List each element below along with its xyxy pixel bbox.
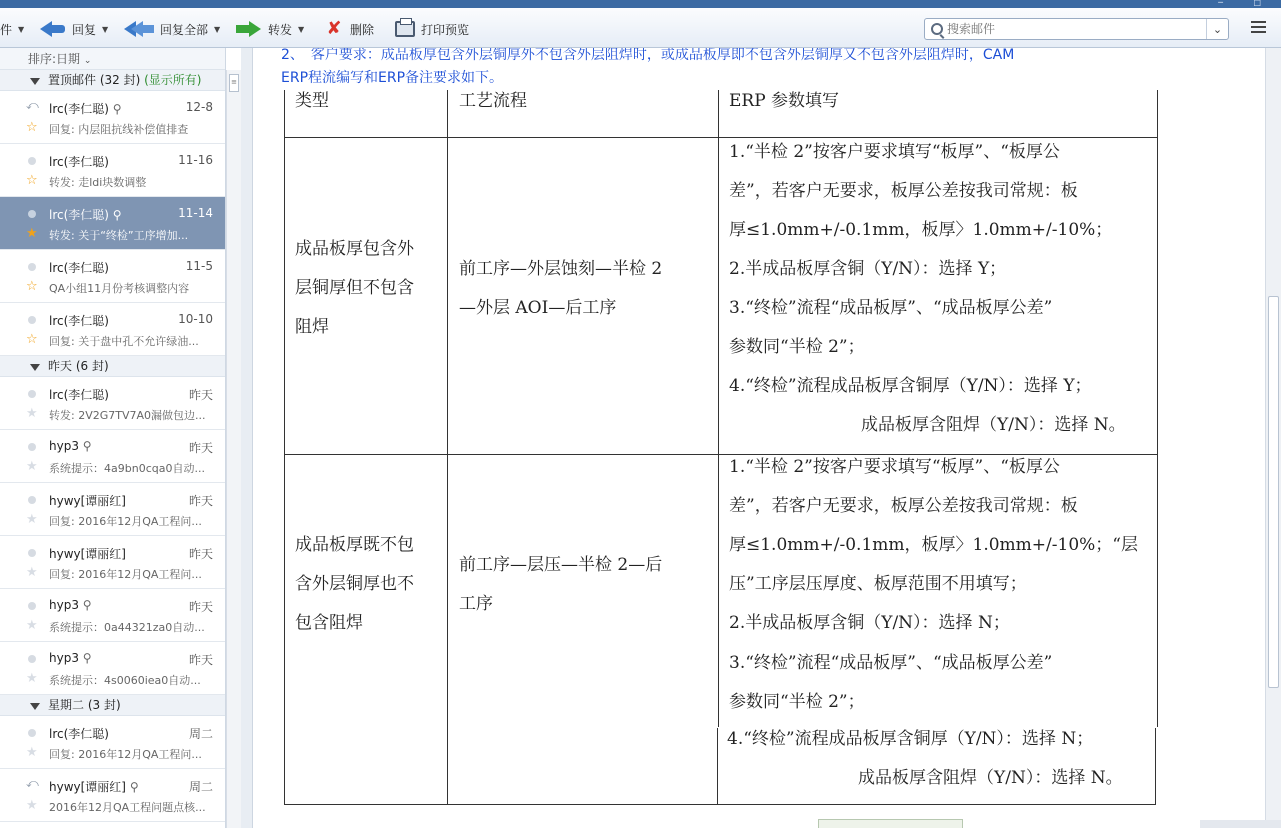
window-controls[interactable]: ─ □ <box>1218 0 1275 7</box>
sort-label: 排序:日期 <box>28 52 81 66</box>
search-box <box>924 18 1229 40</box>
star-icon[interactable]: ☆ <box>26 173 38 188</box>
mail-item[interactable] <box>0 483 225 536</box>
mail-subject: 转发: 关于“终检”工序增加... <box>49 229 189 242</box>
table-col-divider-2b <box>717 728 718 805</box>
mail-subject: 回复: 2016年12月QA工程问... <box>49 568 202 581</box>
group-header-tuesday[interactable] <box>0 695 225 716</box>
pane-divider[interactable] <box>241 48 253 828</box>
group-label: 昨天 (6 封) <box>48 359 109 373</box>
read-status-icon <box>28 316 36 324</box>
mail-item[interactable] <box>0 91 225 144</box>
floating-edit-toolbar[interactable] <box>818 819 963 828</box>
read-status-icon <box>28 602 36 610</box>
attachment-icon: ⚲ <box>129 780 139 794</box>
mail-from: hywy[谭丽红] <box>49 547 126 561</box>
row2-type-line: 包含阻焊 <box>295 613 363 633</box>
mail-item[interactable] <box>0 303 225 356</box>
read-status-icon <box>28 390 36 398</box>
search-input[interactable] <box>947 22 1206 36</box>
row2-type-line: 含外层铜厚也不 <box>295 574 414 594</box>
printer-icon <box>395 21 415 37</box>
star-icon[interactable]: ★ <box>26 798 38 813</box>
group-header-pinned[interactable] <box>0 70 225 91</box>
row1-erp-line: 参数同“半检 2”； <box>729 337 865 357</box>
mail-date: 昨天 <box>188 600 213 614</box>
star-icon[interactable]: ☆ <box>26 120 38 135</box>
attachment-icon: ⚲ <box>82 439 92 453</box>
row2-erp-line: 压”工序层压厚度、板厚范围不用填写； <box>729 574 1027 594</box>
read-status-icon <box>28 729 36 737</box>
mail-from: lrc(李仁聪) <box>49 155 109 169</box>
show-all-link[interactable]: (显示所有) <box>144 73 202 87</box>
read-status-icon <box>28 210 36 218</box>
content-scrollbar[interactable] <box>1265 48 1281 828</box>
mail-subject: 系统提示：4a9bn0cqa0自动... <box>49 462 205 475</box>
mail-item[interactable] <box>0 642 225 695</box>
reply-all-dropdown-icon[interactable]: ▼ <box>214 24 221 34</box>
mail-subject: 回复: 内层阻抗线补偿值排查 <box>49 123 189 136</box>
content-scroll-thumb[interactable] <box>1268 296 1279 688</box>
table-border-right-b <box>1155 728 1156 805</box>
star-icon[interactable]: ★ <box>26 226 38 241</box>
mail-subject: 转发: 2V2G7TV7A0漏做包边... <box>49 409 206 422</box>
forward-button[interactable] <box>236 18 304 40</box>
mail-from: lrc(李仁聪) ⚲ <box>49 208 122 222</box>
mail-subject: 2016年12月QA工程问题点核... <box>49 801 206 814</box>
mail-from: hyp3 ⚲ <box>49 439 92 453</box>
mail-date: 11-14 <box>178 206 213 220</box>
delete-label: 删除 <box>350 22 375 37</box>
forward-label: 转发 <box>268 22 293 37</box>
read-status-icon <box>28 496 36 504</box>
mail-subject: 回复: 2016年12月QA工程问... <box>49 515 202 528</box>
read-status-icon <box>28 549 36 557</box>
group-label: 星期二 (3 封) <box>48 698 121 712</box>
attachment-icon: ⚲ <box>82 651 92 665</box>
row1-type-line: 层铜厚但不包含 <box>295 278 414 298</box>
collapse-triangle-icon <box>30 78 40 85</box>
print-preview-button[interactable] <box>395 18 469 40</box>
table-border-left <box>284 90 285 805</box>
star-icon[interactable]: ★ <box>26 565 38 580</box>
star-icon[interactable]: ☆ <box>26 332 38 347</box>
row2-erp-line: 2.半成品板厚含铜（Y/N）：选择 N； <box>729 613 1010 633</box>
star-icon[interactable]: ★ <box>26 406 38 421</box>
mail-item[interactable] <box>0 589 225 642</box>
mail-from: lrc(李仁聪) <box>49 261 109 275</box>
mail-date: 10-10 <box>178 312 213 326</box>
header-process: 工艺流程 <box>459 91 527 111</box>
status-bar <box>1200 820 1281 828</box>
replied-icon: ⤺ <box>26 98 39 112</box>
delete-button[interactable] <box>324 18 374 40</box>
collapse-triangle-icon <box>30 703 40 710</box>
replied-icon: ⤺ <box>26 776 39 790</box>
mail-item[interactable] <box>0 536 225 589</box>
read-status-icon <box>28 263 36 271</box>
window-title-strip <box>0 0 1281 8</box>
read-status-icon <box>28 443 36 451</box>
mail-subject: 系统提示：0a44321za0自动... <box>49 621 205 634</box>
row1-erp-line: 厚≤1.0mm+/-0.1mm，板厚〉1.0mm+/-10%； <box>729 220 1113 240</box>
mail-date: 周二 <box>188 780 213 794</box>
mail-date: 昨天 <box>188 653 213 667</box>
mail-item[interactable] <box>0 769 225 822</box>
mail-item-selected[interactable] <box>0 197 225 250</box>
mail-list-scrollbar[interactable] <box>226 70 241 828</box>
mail-date: 昨天 <box>188 547 213 561</box>
star-icon[interactable]: ☆ <box>26 279 38 294</box>
table-border-right <box>1157 90 1158 727</box>
mail-date: 12-8 <box>185 100 213 114</box>
star-icon[interactable]: ★ <box>26 618 38 633</box>
star-icon[interactable]: ★ <box>26 459 38 474</box>
row1-process-line: —外层 AOI—后工序 <box>459 298 617 318</box>
mail-subject: 系统提示：4s0060iea0自动... <box>49 674 201 687</box>
star-icon[interactable]: ★ <box>26 671 38 686</box>
mail-item[interactable] <box>0 144 225 197</box>
search-options-dropdown[interactable]: ⌄ <box>1206 19 1228 39</box>
reply-all-button[interactable] <box>124 18 220 40</box>
row1-process-line: 前工序—外层蚀刻—半检 2 <box>459 259 663 279</box>
mail-item[interactable] <box>0 430 225 483</box>
partial-menu-button[interactable] <box>0 18 24 40</box>
row2-erp-line: 1.“半检 2”按客户要求填写“板厚”、“板厚公 <box>729 457 1060 477</box>
main-menu-icon[interactable] <box>1251 21 1266 35</box>
star-icon[interactable]: ★ <box>26 745 38 760</box>
reply-dropdown-icon[interactable]: ▼ <box>102 24 109 34</box>
mail-item[interactable] <box>0 250 225 303</box>
mail-subject: 回复: 关于盘中孔不允许绿油... <box>49 335 199 348</box>
row1-erp-line: 3.“终检”流程“成品板厚”、“成品板厚公差” <box>729 298 1053 318</box>
mail-date: 昨天 <box>188 494 213 508</box>
collapse-triangle-icon <box>30 364 40 371</box>
mail-list <box>0 48 226 828</box>
table-col-divider-1 <box>447 90 448 805</box>
row2-erp-line: 3.“终检”流程“成品板厚”、“成品板厚公差” <box>729 653 1053 673</box>
group-header-yesterday[interactable] <box>0 356 225 377</box>
header-erp: ERP 参数填写 <box>729 91 840 111</box>
dropdown-arrow-icon: ▼ <box>18 24 25 34</box>
mail-subject: 转发: 走ldi块数调整 <box>49 176 147 189</box>
row2-erp-line: 差”，若客户无要求，板厚公差按我司常规：板 <box>729 496 1078 516</box>
table-col-divider-2 <box>718 90 719 727</box>
forward-dropdown-icon[interactable]: ▼ <box>298 24 305 34</box>
mail-from: hywy[谭丽红] ⚲ <box>49 780 139 794</box>
mail-from: lrc(李仁聪) <box>49 727 109 741</box>
row1-type-line: 成品板厚包含外 <box>295 239 414 259</box>
reply-icon <box>40 20 66 38</box>
reply-label: 回复 <box>72 22 97 37</box>
mail-from: hywy[谭丽红] <box>49 494 126 508</box>
mail-from: hyp3 ⚲ <box>49 598 92 612</box>
mail-date: 11-16 <box>178 153 213 167</box>
header-type: 类型 <box>295 91 329 111</box>
attachment-icon: ⚲ <box>82 598 92 612</box>
search-icon <box>931 23 943 35</box>
row2-type-line: 成品板厚既不包 <box>295 535 414 555</box>
mail-date: 昨天 <box>188 388 213 402</box>
reply-button[interactable] <box>40 18 108 40</box>
partial-label: 件 <box>0 22 13 37</box>
print-preview-label: 打印预览 <box>421 22 470 37</box>
intro-text-line2: ERP程流编写和ERP备注要求如下。 <box>281 70 504 86</box>
row2-process-line: 前工序—层压—半检 2—后 <box>459 555 663 575</box>
sort-selector[interactable]: 排序:日期 ⌄ <box>0 48 225 70</box>
row1-erp-line: 差”，若客户无要求，板厚公差按我司常规：板 <box>729 181 1078 201</box>
table-border-bottom <box>284 804 1156 805</box>
mail-from: lrc(李仁聪) <box>49 314 109 328</box>
row2-erp-line: 成品板厚含阻焊（Y/N）：选择 N。 <box>858 768 1123 788</box>
row2-erp-line: 参数同“半检 2”； <box>729 692 865 712</box>
mail-item[interactable] <box>0 716 225 769</box>
row1-erp-line: 1.“半检 2”按客户要求填写“板厚”、“板厚公 <box>729 142 1060 162</box>
group-label: 置顶邮件 (32 封) <box>48 73 141 87</box>
row2-erp-line: 4.“终检”流程成品板厚含铜厚（Y/N）：选择 N； <box>727 729 1094 749</box>
row1-erp-line: 成品板厚含阻焊（Y/N）：选择 N。 <box>861 415 1126 435</box>
mail-from: lrc(李仁聪) ⚲ <box>49 102 122 116</box>
mail-subject: QA小组11月份考核调整内容 <box>49 282 190 295</box>
row1-erp-line: 4.“终检”流程成品板厚含铜厚（Y/N）：选择 Y； <box>729 376 1092 396</box>
star-icon[interactable]: ★ <box>26 512 38 527</box>
mail-subject: 回复: 2016年12月QA工程问... <box>49 748 202 761</box>
scroll-grip-icon[interactable]: ≡ <box>229 74 239 92</box>
mail-from: lrc(李仁聪) <box>49 388 109 402</box>
mail-item[interactable] <box>0 377 225 430</box>
mail-content-pane <box>253 48 1265 828</box>
attachment-icon: ⚲ <box>112 208 122 222</box>
read-status-icon <box>28 157 36 165</box>
intro-text-line1: 2、 客户要求：成品板厚包含外层铜厚外不包含外层阻焊时，或成品板厚即不包含外层铜厚又不包含外层阻焊时，CAM <box>281 48 1015 63</box>
row2-process-line: 工序 <box>459 594 493 614</box>
reply-all-icon <box>124 20 154 38</box>
row2-erp-line: 厚≤1.0mm+/-0.1mm，板厚〉1.0mm+/-10%；“层 <box>729 535 1138 555</box>
mail-date: 昨天 <box>188 441 213 455</box>
row1-erp-line: 2.半成品板厚含铜（Y/N）：选择 Y； <box>729 259 1007 279</box>
row1-type-line: 阻焊 <box>295 317 329 337</box>
mail-from: hyp3 ⚲ <box>49 651 92 665</box>
forward-icon <box>236 20 262 38</box>
mail-date: 11-5 <box>185 259 213 273</box>
delete-icon: ✘ <box>326 18 342 39</box>
attachment-icon: ⚲ <box>112 102 122 116</box>
mail-date: 周二 <box>188 727 213 741</box>
reply-all-label: 回复全部 <box>160 22 209 37</box>
read-status-icon <box>28 655 36 663</box>
